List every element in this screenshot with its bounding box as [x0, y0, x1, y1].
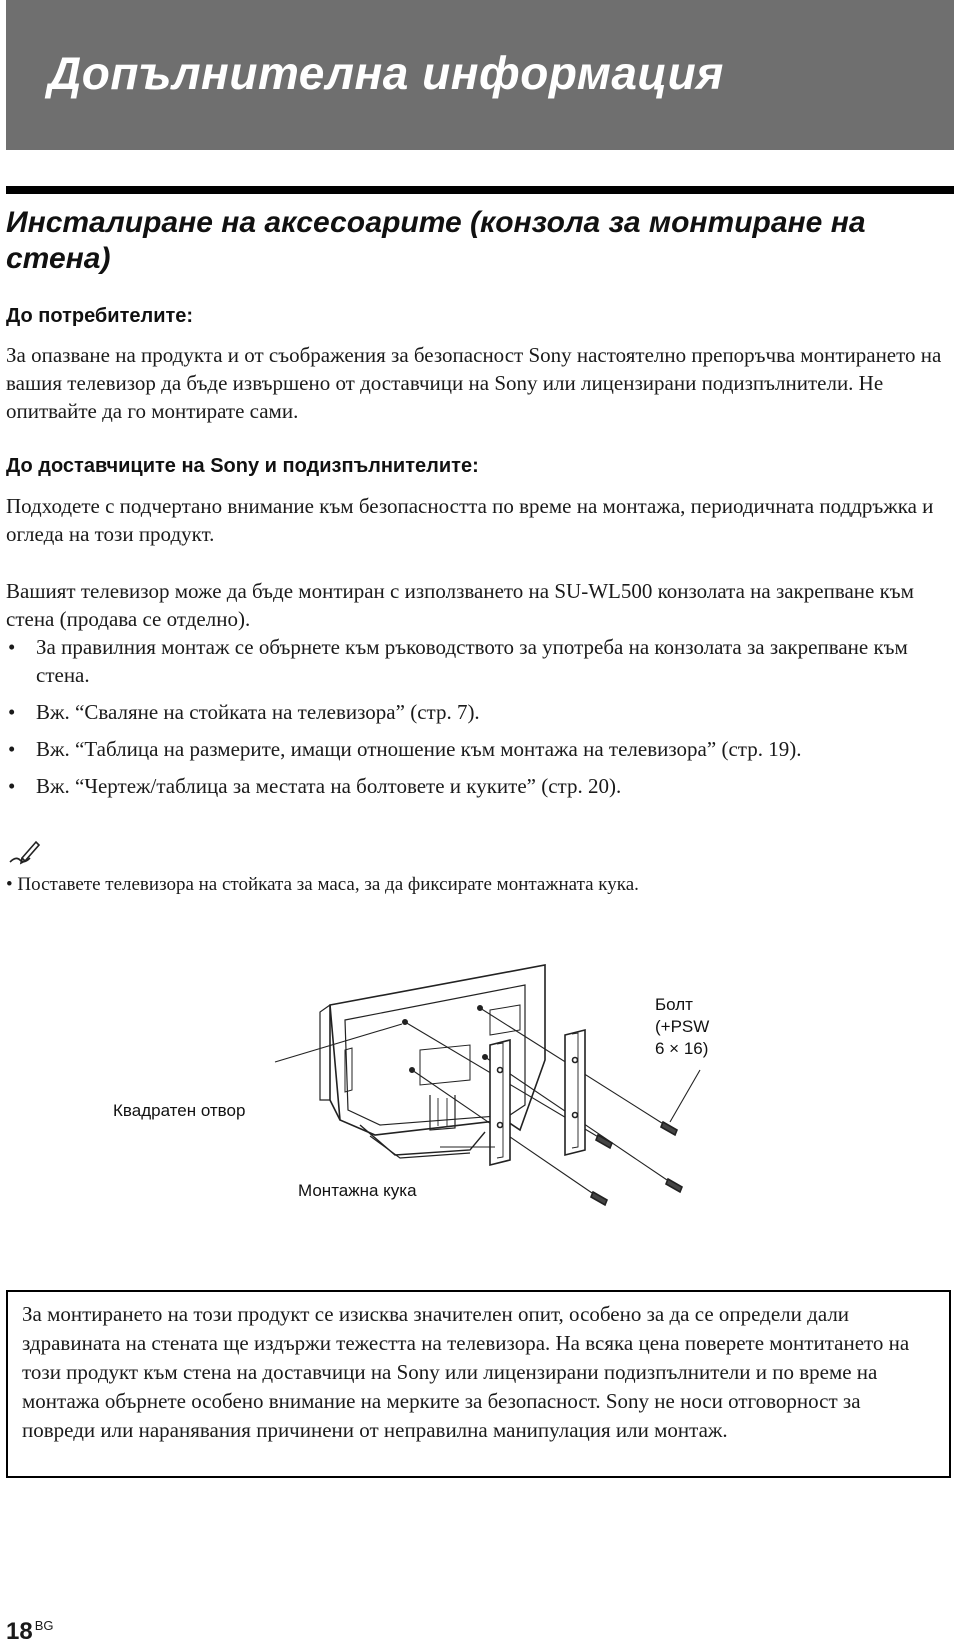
mounting-hook-label: Монтажна кука	[298, 1181, 417, 1200]
note-text: • Поставете телевизора на стойката за маса, за да фиксирате монтажната кука.	[6, 874, 639, 895]
warning-text: За монтирането на този продукт се изисква значителен опит, особено за да се определи дали здравината на стената ще издържи тежестта на телевизора. На всяка цена поверете монтитането на този продукт към стена на доставчици на Sony или лицензирани подизпълнители и по време на монтажа обърнете особено внимание на мерките за безопасност. Sony не носи отговорност за повреди или наранявания причинени от неправилна манипулация или монтаж.	[22, 1302, 910, 1442]
list-item: • Вж. “Таблица на размерите, имащи отношение към монтажа на телевизора” (стр. 19).	[8, 737, 802, 761]
users-heading: До потребителите:	[6, 305, 194, 327]
square-hole-label: Квадратен отвор	[113, 1101, 246, 1120]
list-item: • Вж. “Чертеж/таблица за местата на болтовете и куките” (стр. 20).	[8, 774, 622, 798]
page-number: 18 $^{BG}$	[6, 1618, 54, 1645]
intro-text: Вашият телевизор може да бъде монтиран с използването на SU-WL500 конзолата на закрепване към стена (продава се отделно).	[6, 579, 914, 631]
bolt-label: Болт (+PSW 6 × 16)	[655, 995, 710, 1058]
pencil-note-icon	[6, 838, 42, 868]
page-title: Допълнителна информация	[48, 47, 724, 99]
wall-mount-diagram	[0, 950, 960, 1250]
dealers-text: Подходете с подчертано внимание към безопасността по време на монтажа, периодичната поддръжка и огледа на този продукт.	[6, 494, 934, 546]
warning-box	[6, 1290, 951, 1478]
header-band	[6, 0, 954, 150]
list-item: • За правилния монтаж се обърнете към ръководството за употреба на конзолата за закрепване към стена.	[8, 635, 908, 687]
section-rule	[6, 186, 954, 194]
list-item: • Вж. “Сваляне на стойката на телевизора” (стр. 7).	[8, 700, 480, 724]
users-text: За опазване на продукта и от съображения за безопасност Sony настоятелно препоръчва монтирането на вашия телевизор да бъде извършено от доставчици на Sony или лицензирани подизпълнители. Не опитвайте да го монтирате сами.	[6, 343, 942, 423]
dealers-heading: До доставчиците на Sony и подизпълнителите:	[6, 455, 479, 477]
reference-list	[6, 633, 951, 809]
section-title: Инсталиране на аксесоарите (конзола за монтиране на стена)	[6, 206, 866, 275]
